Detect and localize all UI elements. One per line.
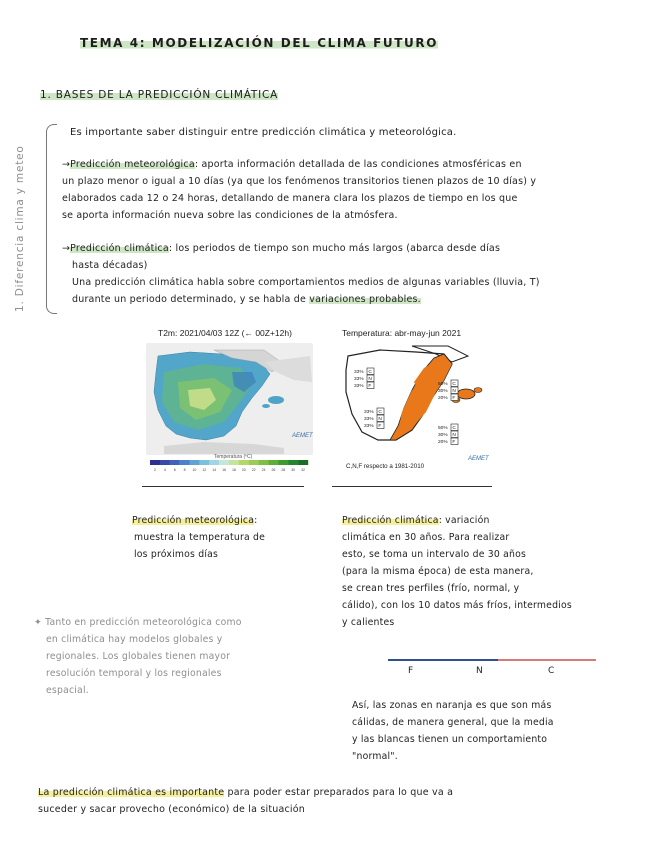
legend-swatch <box>298 460 308 465</box>
legend-tick: 26 <box>271 468 276 472</box>
cnf-letter: N <box>452 433 456 439</box>
cnf-percent: 30% <box>438 433 448 439</box>
caption-right-line-2: climática en 30 años. Para realizar <box>342 532 510 543</box>
legend-swatch <box>229 460 239 465</box>
meteo-line-2: un plazo menor o igual a 10 días (ya que los fenómenos transitorios tienen plazos de 10 días) y <box>62 176 537 187</box>
clima-line-4 <box>62 291 632 308</box>
caption-right-line-5: se crean tres perfiles (frío, normal, y <box>342 583 520 594</box>
models-note-line-1 <box>34 614 314 631</box>
cnf-letter: C <box>368 370 372 376</box>
aemet-logo: AEMET <box>292 433 313 439</box>
clima-line-1-text: : los periodos de tiempo son mucho más largos (abarca desde días <box>168 243 501 254</box>
legend-title: Temperatura (ºC) <box>214 454 253 460</box>
conclusion <box>38 784 638 818</box>
oranges-note-line-4: "normal". <box>352 751 398 762</box>
caption-right-line-3: esto, se toma un intervalo de 30 años <box>342 549 527 560</box>
legend-swatch <box>180 460 190 465</box>
cnf-letter: C <box>452 426 456 432</box>
legend-swatch <box>288 460 298 465</box>
models-note-line-4: resolución temporal y los regionales <box>46 668 222 679</box>
legend-tick: 14 <box>212 468 217 472</box>
scale-blue-segment <box>388 659 498 661</box>
legend-tick: 30 <box>291 468 296 472</box>
meteo-line-3: elaborados cada 12 o 24 horas, detallando de manera clara los plazos de tiempo en los que <box>62 193 518 204</box>
clima-term: Predicción climática <box>70 243 169 254</box>
cnf-letter: F <box>452 396 456 402</box>
divider-right <box>332 486 492 487</box>
clima-line-2: hasta décadas) <box>72 260 148 271</box>
clima-line-1 <box>62 240 632 257</box>
map-climate <box>340 328 500 478</box>
legend-tick: 20 <box>241 468 246 472</box>
cnf-percent: 33% <box>354 377 364 383</box>
map-climate-graphic <box>340 342 500 478</box>
meteo-term: Predicción meteorológica <box>70 159 195 170</box>
conclusion-line-1-text: para poder estar preparados para lo que va a <box>224 787 454 798</box>
caption-right-line-6: cálido), con los 10 datos más fríos, intermedios <box>342 600 572 611</box>
legend-tick: 12 <box>202 468 207 472</box>
temperature-legend <box>150 460 308 472</box>
models-note-line-3: regionales. Los globales tienen mayor <box>46 651 231 662</box>
cnf-percent: 33% <box>364 424 374 430</box>
map-climate-title: Temperatura: abr-may-jun 2021 <box>342 328 462 338</box>
caption-left-term: Predicción meteorológica <box>132 515 255 526</box>
cnf-letter: F <box>378 424 382 430</box>
cnf-letter: N <box>378 417 382 423</box>
cnf-percent: 33% <box>364 410 374 416</box>
fnc-scale <box>388 656 596 680</box>
side-note-text: 1. Diferencia clima y meteo <box>14 145 26 312</box>
legend-swatch <box>199 460 209 465</box>
cnf-letter: N <box>452 389 456 395</box>
arrow-icon: → <box>62 243 71 254</box>
legend-tick: 6 <box>173 468 176 472</box>
legend-swatch <box>150 460 160 465</box>
divider-left <box>142 486 304 487</box>
meteo-definition <box>62 156 622 224</box>
cnf-percent: 33% <box>364 417 374 423</box>
conclusion-term: La predicción climática es importante <box>38 787 225 798</box>
caption-right-line-7: y calientes <box>342 617 395 628</box>
legend-tick: 4 <box>163 468 166 472</box>
legend-tick: 18 <box>231 468 236 472</box>
oranges-note-line-1: Así, las zonas en naranja es que son más <box>352 700 552 711</box>
oranges-note-line-3: y las blancas tienen un comportamiento <box>352 734 548 745</box>
models-note-line-5: espacial. <box>46 685 89 696</box>
caption-right <box>342 512 642 631</box>
cnf-percent: 33% <box>354 384 364 390</box>
cnf-percent: 50% <box>438 426 448 432</box>
bracket <box>46 124 57 314</box>
section-heading <box>40 89 278 101</box>
caption-right-line-1-text: : variación <box>438 515 490 526</box>
cnf-percent: 20% <box>438 396 448 402</box>
meteo-line-1 <box>62 156 622 173</box>
caption-left-colon: : <box>254 515 258 526</box>
cnf-letter: C <box>452 382 456 388</box>
models-note-line-1-text: Tanto en predicción meteorológica como <box>45 617 242 628</box>
scale-label-n: N <box>476 666 483 676</box>
section-heading-text: 1. BASES DE LA PREDICCIÓN CLIMÁTICA <box>40 89 279 101</box>
caption-left <box>132 512 322 563</box>
caption-left-line-1 <box>132 512 322 529</box>
legend-tick: 16 <box>222 468 227 472</box>
legend-tick: 32 <box>301 468 306 472</box>
cnf-percent: 30% <box>438 389 448 395</box>
conclusion-line-1 <box>38 784 638 801</box>
clima-definition <box>62 240 632 308</box>
legend-tick: 24 <box>261 468 266 472</box>
clima-line-4-text: durante un periodo determinado, y se habla de <box>72 294 310 305</box>
aemet-logo: AEMET <box>468 456 489 462</box>
cnf-letter: F <box>368 384 372 390</box>
legend-swatch <box>160 460 170 465</box>
map-forecast-title: T2m: 2021/04/03 12Z (← 00Z+12h) <box>158 328 292 338</box>
caption-right-term: Predicción climática <box>342 515 439 526</box>
meteo-line-1-text: : aporta información detallada de las condiciones atmosféricas en <box>194 159 522 170</box>
legend-swatch <box>190 460 200 465</box>
scale-label-c: C <box>548 666 555 676</box>
legend-swatch <box>259 460 269 465</box>
page-title <box>80 36 438 50</box>
oranges-note-line-2: cálidas, de manera general, que la media <box>352 717 554 728</box>
arrow-icon: → <box>62 159 71 170</box>
map-forecast-graphic <box>144 342 316 478</box>
legend-swatch <box>269 460 279 465</box>
clima-line-3: Una predicción climática habla sobre comportamientos medios de algunas variables (lluvia, T) <box>72 277 540 288</box>
cnf-letter: C <box>378 410 382 416</box>
meteo-line-4: se aporta información nueva sobre las condiciones de la atmósfera. <box>62 210 398 221</box>
legend-tick: 10 <box>192 468 197 472</box>
cnf-percent: 50% <box>438 382 448 388</box>
legend-swatch <box>278 460 288 465</box>
page-title-text: TEMA 4: MODELIZACIÓN DEL CLIMA FUTURO <box>80 36 439 50</box>
legend-tick: 2 <box>153 468 156 472</box>
cnf-letter: N <box>368 377 372 383</box>
scale-label-f: F <box>408 666 414 676</box>
variaciones-highlight: variaciones probables. <box>309 294 421 305</box>
legend-tick: 28 <box>281 468 286 472</box>
models-note-line-2: en climática hay modelos globales y <box>46 634 223 645</box>
cnf-percent: 20% <box>438 440 448 446</box>
caption-left-line-2: muestra la temperatura de <box>134 532 266 543</box>
caption-left-line-3: los próximos días <box>134 549 219 560</box>
legend-swatch <box>249 460 259 465</box>
cnf-percent: 33% <box>354 370 364 376</box>
scale-red-segment <box>498 659 596 661</box>
map-climate-footer: C,N,F respecto a 1981-2010 <box>346 463 425 470</box>
caption-right-line-4: (para la misma época) de esta manera, <box>342 566 534 577</box>
side-note <box>14 122 34 312</box>
conclusion-line-2: suceder y sacar provecho (económico) de la situación <box>38 804 306 815</box>
legend-tick: 22 <box>251 468 256 472</box>
caption-right-line-1 <box>342 512 642 529</box>
map-forecast <box>144 328 316 478</box>
legend-swatch <box>209 460 219 465</box>
legend-swatch <box>219 460 229 465</box>
legend-swatch <box>239 460 249 465</box>
legend-tick: 8 <box>183 468 186 472</box>
cnf-letter: F <box>452 440 456 446</box>
models-note <box>34 614 314 699</box>
star-icon: ✦ <box>34 617 42 628</box>
intro-text: Es importante saber distinguir entre predicción climática y meteorológica. <box>70 127 457 138</box>
oranges-note <box>352 697 632 765</box>
legend-swatch <box>170 460 180 465</box>
